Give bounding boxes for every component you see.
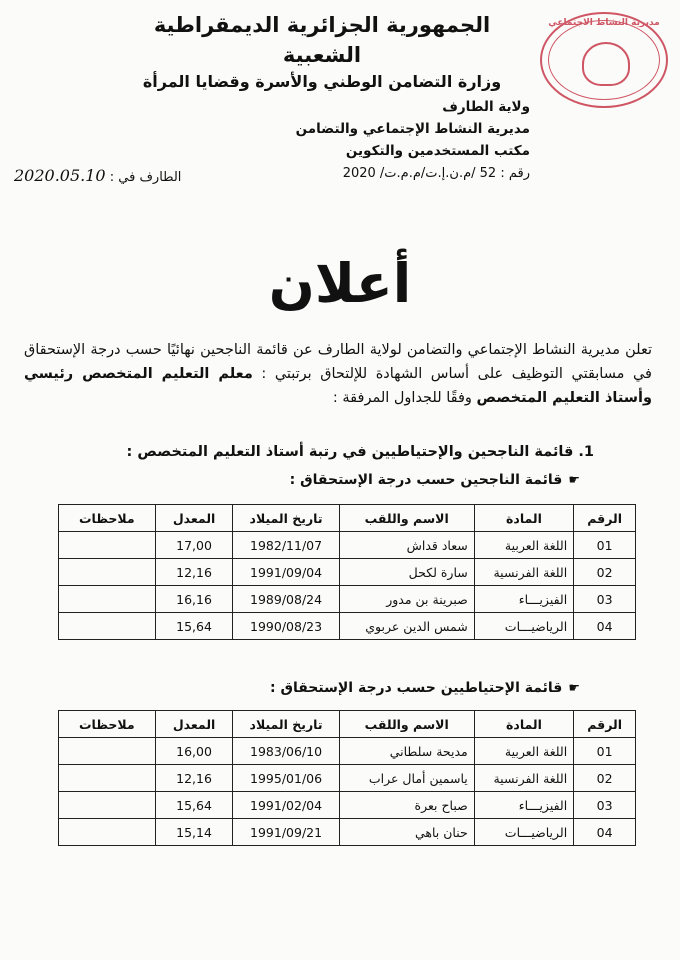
reserve-table — [58, 710, 636, 846]
cell-notes — [59, 738, 156, 765]
page-title: أعلان — [268, 252, 412, 315]
cell-birthdate: 1991/09/04 — [233, 559, 339, 586]
column-header-notes: ملاحظات — [59, 711, 156, 738]
date-label: الطارف في : — [109, 170, 182, 185]
cell-subject: الرياضيـــات — [474, 819, 573, 846]
table-row — [59, 613, 636, 640]
cell-name: صباح بعرة — [339, 792, 474, 819]
cell-number: 01 — [574, 532, 636, 559]
cell-notes — [59, 586, 156, 613]
cell-notes — [59, 559, 156, 586]
reference-number: رقم : 52 /م.ن.إ.ت/م.م.ت/ 2020 — [342, 166, 530, 181]
column-header-average: المعدل — [155, 711, 233, 738]
column-header-subject: المادة — [474, 711, 573, 738]
cell-number: 02 — [574, 765, 636, 792]
cell-average: 12,16 — [155, 559, 233, 586]
table-header-row — [59, 711, 636, 738]
table-row — [59, 532, 636, 559]
cell-average: 15,14 — [155, 819, 233, 846]
republic-title: الجمهورية الجزائرية الديمقراطية الشعبية — [153, 13, 491, 67]
column-header-birthdate: تاريخ الميلاد — [233, 711, 339, 738]
table-row — [59, 792, 636, 819]
table-row — [59, 765, 636, 792]
cell-number: 03 — [574, 792, 636, 819]
cell-name: شمس الدين عربوي — [339, 613, 474, 640]
column-header-name: الاسم واللقب — [339, 711, 474, 738]
success-table — [58, 504, 636, 640]
hand-pointer-icon: ☛ — [568, 681, 580, 696]
cell-subject: اللغة العربية — [474, 738, 573, 765]
cell-birthdate: 1995/01/06 — [233, 765, 339, 792]
cell-notes — [59, 819, 156, 846]
cell-name: حنان باهي — [339, 819, 474, 846]
cell-name: صبرينة بن مدور — [339, 586, 474, 613]
column-header-subject: المادة — [474, 505, 573, 532]
issuing-office — [260, 96, 530, 162]
document-header — [112, 10, 532, 94]
office-bureau: مكتب المستخدمين والتكوين — [345, 143, 530, 159]
cell-subject: الفيزيـــاء — [474, 792, 573, 819]
reserve-list-label: قائمة الإحتياطيين حسب درجة الإستحقاق : — [269, 680, 563, 696]
intro-grades: معلم التعليم المتخصص رئيسي وأستاذ التعليم المتخصص — [24, 366, 652, 406]
office-wilaya: ولاية الطارف — [442, 99, 530, 115]
cell-notes — [59, 613, 156, 640]
cell-average: 15,64 — [155, 613, 233, 640]
success-list-label: قائمة الناجحين حسب درجة الإستحقاق : — [289, 472, 563, 488]
cell-number: 01 — [574, 738, 636, 765]
ministry-title: وزارة التضامن الوطني والأسرة وقضايا المرأة — [142, 72, 502, 91]
intro-text-1: تعلن مديرية النشاط الإجتماعي والتضامن لولاية الطارف عن قائمة الناجحين نهائيًا حسب درجة الإستحقاق في مسابقتي التوظيف على أساس الشهادة للإلتحاق برتبتي : — [24, 342, 652, 382]
stamp-emblem-icon — [582, 42, 630, 86]
cell-birthdate: 1982/11/07 — [233, 532, 339, 559]
cell-birthdate: 1989/08/24 — [233, 586, 339, 613]
cell-number: 02 — [574, 559, 636, 586]
cell-average: 12,16 — [155, 765, 233, 792]
hand-pointer-icon: ☛ — [568, 473, 580, 488]
cell-name: سعاد قداش — [339, 532, 474, 559]
announcement-body — [24, 338, 652, 410]
intro-text-2: وفقًا للجداول المرفقة : — [332, 390, 477, 406]
cell-subject: اللغة الفرنسية — [474, 559, 573, 586]
reserve-list-title — [270, 680, 580, 696]
table-row — [59, 738, 636, 765]
cell-name: سارة لكحل — [339, 559, 474, 586]
cell-average: 16,16 — [155, 586, 233, 613]
column-header-name: الاسم واللقب — [339, 505, 474, 532]
cell-average: 17,00 — [155, 532, 233, 559]
cell-notes — [59, 532, 156, 559]
cell-notes — [59, 765, 156, 792]
column-header-notes: ملاحظات — [59, 505, 156, 532]
table-row — [59, 559, 636, 586]
office-directorate: مديرية النشاط الإجتماعي والتضامن — [295, 121, 530, 137]
section-heading: 1. قائمة الناجحين والإحتياطيين في رتبة أستاذ التعليم المتخصص : — [126, 444, 594, 460]
cell-name: ياسمين أمال عراب — [339, 765, 474, 792]
cell-subject: اللغة الفرنسية — [474, 765, 573, 792]
cell-subject: الرياضيـــات — [474, 613, 573, 640]
cell-birthdate: 1991/09/21 — [233, 819, 339, 846]
date-value: 2020.05.10 — [14, 166, 106, 185]
column-header-average: المعدل — [155, 505, 233, 532]
cell-average: 16,00 — [155, 738, 233, 765]
column-header-number: الرقم — [574, 505, 636, 532]
column-header-number: الرقم — [574, 711, 636, 738]
success-list-title — [290, 472, 580, 488]
cell-average: 15,64 — [155, 792, 233, 819]
cell-subject: الفيزيـــاء — [474, 586, 573, 613]
cell-birthdate: 1990/08/23 — [233, 613, 339, 640]
cell-number: 04 — [574, 613, 636, 640]
cell-number: 03 — [574, 586, 636, 613]
table-row — [59, 819, 636, 846]
table-header-row — [59, 505, 636, 532]
document-date — [14, 166, 181, 185]
cell-subject: اللغة العربية — [474, 532, 573, 559]
stamp-text: مديرية النشاط الاجتماعي — [548, 18, 660, 28]
cell-number: 04 — [574, 819, 636, 846]
cell-birthdate: 1983/06/10 — [233, 738, 339, 765]
official-stamp — [540, 12, 668, 108]
cell-notes — [59, 792, 156, 819]
cell-name: مديحة سلطاني — [339, 738, 474, 765]
cell-birthdate: 1991/02/04 — [233, 792, 339, 819]
column-header-birthdate: تاريخ الميلاد — [233, 505, 339, 532]
table-row — [59, 586, 636, 613]
